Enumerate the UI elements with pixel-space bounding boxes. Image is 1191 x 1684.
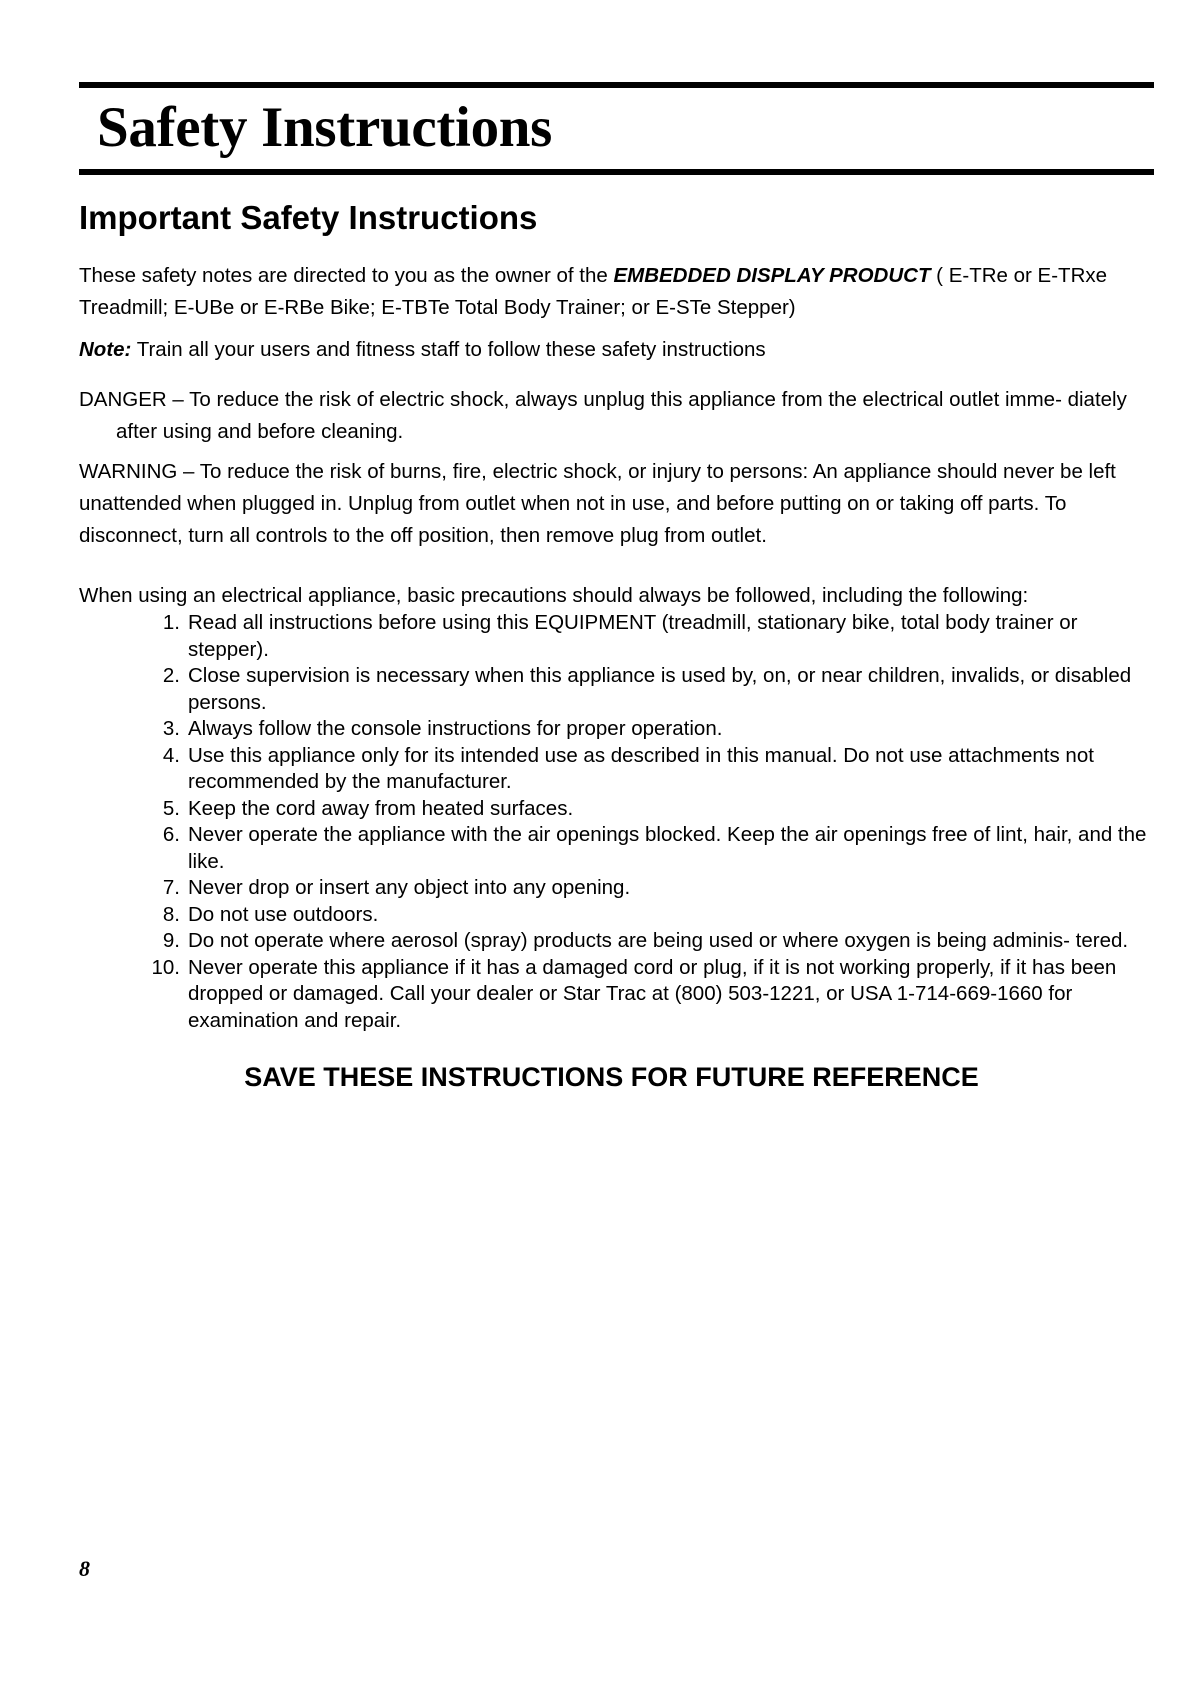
list-item-text: Never operate this appliance if it has a damaged cord or plug, if it is not working properly, if it has been dropped or damaged. Call your dealer or Star Trac at (800) 503-1221, or USA 1-714-669-1660 for examination and repair.	[188, 955, 1117, 1032]
list-item	[79, 928, 1154, 955]
intro-paragraph	[79, 260, 1154, 324]
list-item-number: 7.	[162, 876, 180, 899]
intro-text-after: ( E-TRe or E-TRxe Treadmill; E-UBe or E-RBe Bike; E-TBTe Total Body Trainer; or E-STe Stepper)	[79, 264, 1108, 319]
list-item-text: Read all instructions before using this EQUIPMENT (treadmill, stationary bike, total body trainer or stepper).	[188, 611, 1078, 661]
list-item	[79, 796, 1154, 823]
content-area	[79, 196, 1154, 1095]
list-item	[79, 716, 1154, 743]
list-item-text: Keep the cord away from heated surfaces.	[188, 796, 574, 820]
list-item-text: Do not use outdoors.	[188, 902, 379, 926]
list-item-number: 1.	[162, 611, 180, 634]
header-rule-bottom	[79, 169, 1154, 175]
list-item	[79, 822, 1154, 875]
list-item	[79, 743, 1154, 796]
list-item-number: 4.	[162, 743, 180, 767]
list-item-number: 6.	[162, 823, 180, 846]
list-item-number: 3.	[162, 717, 180, 740]
list-item	[79, 902, 1154, 929]
list-item-text: Never drop or insert any object into any opening.	[188, 876, 631, 899]
danger-paragraph: DANGER – To reduce the risk of electric shock, always unplug this appliance from the electrical outlet imme- diately after using and before cleaning.	[79, 388, 1127, 443]
list-item-number: 2.	[162, 664, 180, 687]
note-label: Note:	[79, 338, 132, 361]
note-paragraph	[79, 334, 1154, 366]
list-item-number: 9.	[162, 929, 180, 952]
list-item	[79, 955, 1154, 1035]
page-number: 8	[79, 1556, 90, 1581]
section-subtitle: Important Safety Instructions	[79, 199, 538, 236]
list-item-text: Close supervision is necessary when this appliance is used by, on, or near children, invalids, or disabled persons.	[188, 664, 1132, 714]
product-name-emphasis: EMBEDDED DISPLAY PRODUCT	[613, 264, 931, 287]
precautions-intro: When using an electrical appliance, basic precautions should always be followed, including the following:	[79, 584, 1029, 607]
warning-paragraph: WARNING – To reduce the risk of burns, fire, electric shock, or injury to persons: An appliance should never be left unattended when plugged in. Unplug from outlet when not in use, and before putting on or taking off parts. To disconnect, turn all controls to the off position, then remove plug from outlet.	[79, 460, 1116, 547]
list-item	[79, 875, 1154, 902]
list-item-number: 8.	[162, 902, 180, 926]
header-rule-top	[79, 82, 1154, 88]
note-text: Train all your users and fitness staff to follow these safety instructions	[131, 338, 766, 361]
intro-text-before: These safety notes are directed to you as the owner of the	[79, 264, 614, 287]
list-item-text: Always follow the console instructions for proper operation.	[188, 717, 723, 740]
list-item-number: 5.	[162, 796, 180, 820]
list-item	[79, 663, 1154, 716]
save-instructions-notice: SAVE THESE INSTRUCTIONS FOR FUTURE REFERENCE	[244, 1062, 979, 1092]
list-item-number: 10.	[151, 955, 180, 979]
list-item-text: Never operate the appliance with the air openings blocked. Keep the air openings free of lint, hair, and the like.	[188, 823, 1147, 873]
list-item-text: Use this appliance only for its intended use as described in this manual. Do not use attachments not recommended by the manufacturer.	[188, 743, 1094, 793]
list-item	[79, 610, 1154, 663]
page-title: Safety Instructions	[97, 96, 553, 159]
precautions-list	[79, 610, 1154, 1034]
list-item-text: Do not operate where aerosol (spray) products are being used or where oxygen is being adminis- tered.	[188, 929, 1129, 952]
